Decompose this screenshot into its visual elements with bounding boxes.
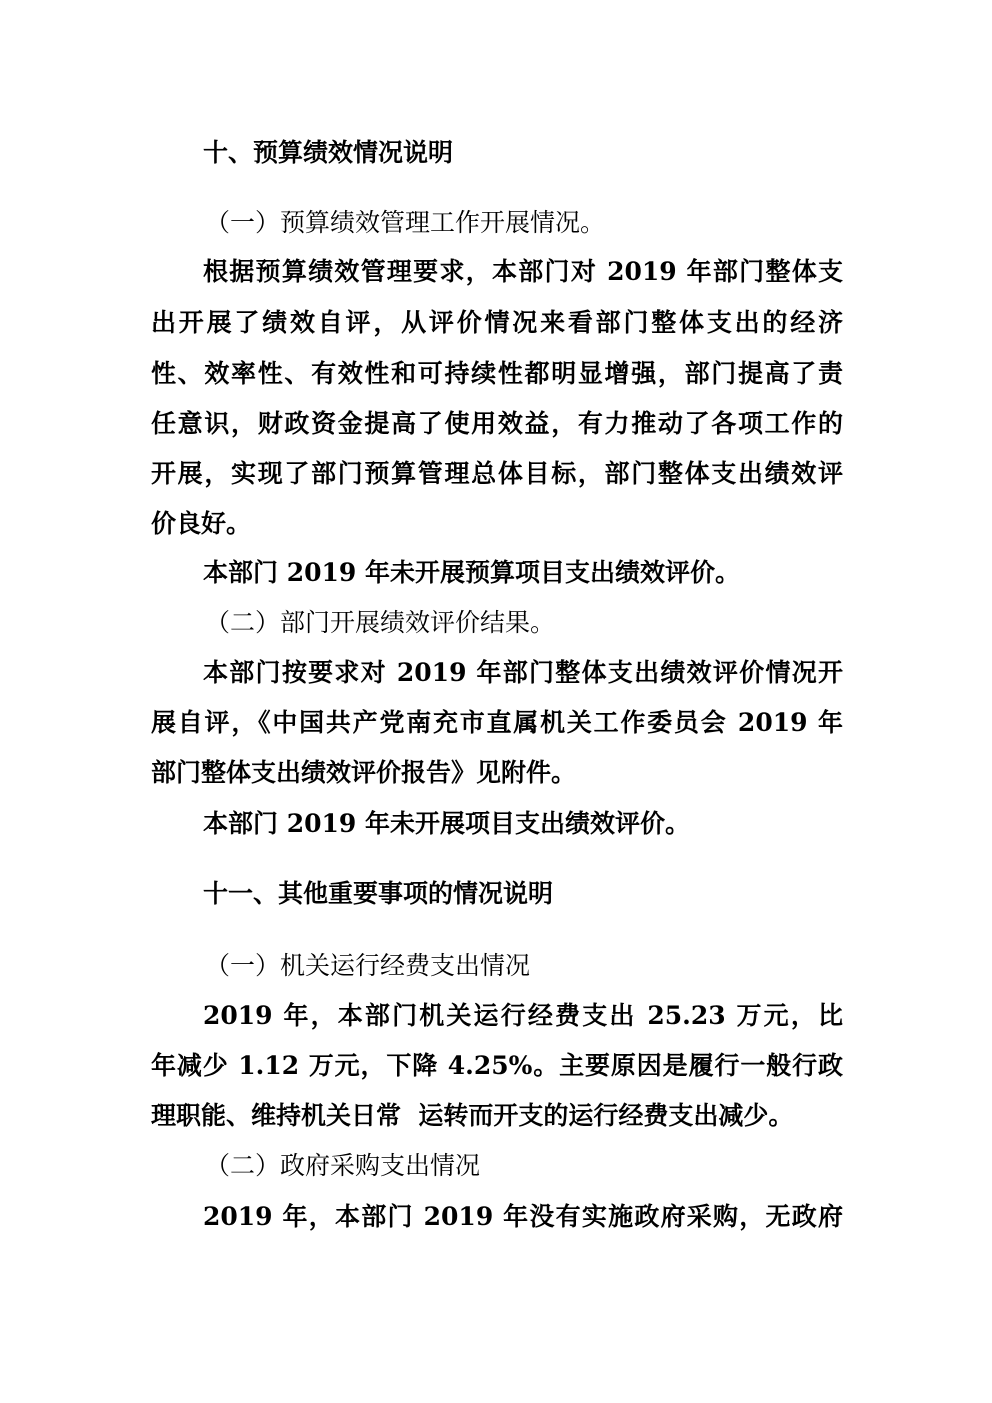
section-heading-10: 十、预算绩效情况说明 [203,138,454,167]
paragraph-line: 理职能、维持机关日常 运转而开支的运行经费支出减少。 [151,1101,794,1130]
paragraph-line: 开展，实现了部门预算管理总体目标，部门整体支出绩效评 [151,459,843,488]
subsection-heading: （一）机关运行经费支出情况 [205,951,531,980]
paragraph-line: 价良好。 [151,509,252,538]
paragraph-line: 2019 年，本部门 2019 年没有实施政府采购，无政府 [203,1202,843,1231]
paragraph-line: 性、效率性、有效性和可持续性都明显增强，部门提高了责 [151,359,843,388]
paragraph-line: 任意识，财政资金提高了使用效益，有力推动了各项工作的 [151,409,843,438]
paragraph-line: 展自评，《中国共产党南充市直属机关工作委员会 2019 年 [151,708,843,737]
paragraph-line: 2019 年，本部门机关运行经费支出 25.23 万元，比 [203,1001,843,1030]
paragraph-line: 本部门 2019 年未开展项目支出绩效评价。 [203,809,690,838]
paragraph-line: 出开展了绩效自评，从评价情况来看部门整体支出的经济 [151,308,843,337]
subsection-heading: （一）预算绩效管理工作开展情况。 [205,208,606,237]
paragraph-line: 本部门 2019 年未开展预算项目支出绩效评价。 [203,558,740,587]
paragraph-line: 部门整体支出绩效评价报告》见附件。 [151,758,577,787]
subsection-heading: （二）政府采购支出情况 [205,1151,481,1180]
paragraph-line: 年减少 1.12 万元，下降 4.25%。主要原因是履行一般行政 [151,1051,843,1080]
paragraph-line: 本部门按要求对 2019 年部门整体支出绩效评价情况开 [203,658,843,687]
subsection-heading: （二）部门开展绩效评价结果。 [205,608,556,637]
section-heading-11: 十一、其他重要事项的情况说明 [203,879,554,908]
paragraph-line: 根据预算绩效管理要求，本部门对 2019 年部门整体支 [203,257,843,286]
